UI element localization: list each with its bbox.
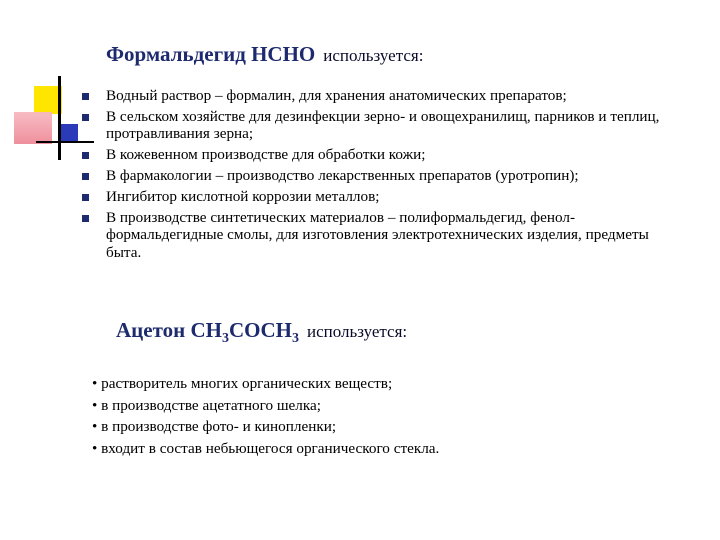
list-item: • в производстве фото- и кинопленки; [92, 418, 337, 435]
square-bullet-icon [82, 173, 89, 180]
list-item-text: Ингибитор кислотной коррозии металлов; [106, 187, 380, 205]
square-bullet-icon [82, 114, 89, 121]
list-item [80, 108, 680, 143]
square-bullet-icon [82, 215, 89, 222]
decorative-vertical-line [58, 76, 61, 160]
list-item-text: В фармакологии – производство лекарственных препаратов (уротропин); [106, 166, 579, 184]
list-item [80, 209, 680, 262]
acetone-heading-rest: используется: [306, 322, 408, 341]
list-item-text: Водный раствор – формалин, для хранения анатомических препаратов; [106, 87, 567, 104]
square-bullet-icon [82, 152, 89, 159]
formula-subscript: 3 [291, 331, 299, 346]
square-bullet-icon [82, 93, 89, 100]
decorative-pink-square [14, 112, 52, 144]
list-item-text: В производстве синтетических материалов – полиформальдегид, фенол-формальдегидные смолы, для изготовления электротехнических изделия, предметы быта. [106, 208, 649, 261]
list-item [80, 146, 680, 164]
formaldehyde-heading-strong: Формальдегид HCHO [106, 42, 316, 66]
list-item: • входит в состав небьющегося органического стекла. [92, 439, 440, 457]
formula-part: CH [190, 318, 222, 342]
list-item [80, 167, 680, 185]
acetone-uses-list [92, 373, 439, 459]
decorative-blue-square [60, 124, 78, 142]
formaldehyde-heading [106, 42, 423, 67]
list-item [80, 87, 680, 105]
list-item: • в производстве ацетатного шелка; [92, 396, 321, 414]
acetone-heading-strong [116, 318, 299, 346]
square-bullet-icon [82, 194, 89, 201]
list-item-text: В сельском хозяйстве для дезинфекции зерно- и овощехранилищ, парников и теплиц, протравливания зерна; [106, 107, 660, 143]
list-item-text: В кожевенном производстве для обработки кожи; [106, 146, 426, 164]
acetone-word: Ацетон [116, 318, 186, 342]
formula-part: COCH [228, 318, 292, 342]
acetone-heading [116, 318, 407, 347]
list-item: • растворитель многих органических веществ; [92, 375, 393, 392]
formaldehyde-uses-list [80, 87, 680, 264]
formaldehyde-heading-rest: используется: [323, 46, 424, 65]
list-item [80, 188, 680, 206]
formula-subscript: 3 [221, 331, 229, 346]
